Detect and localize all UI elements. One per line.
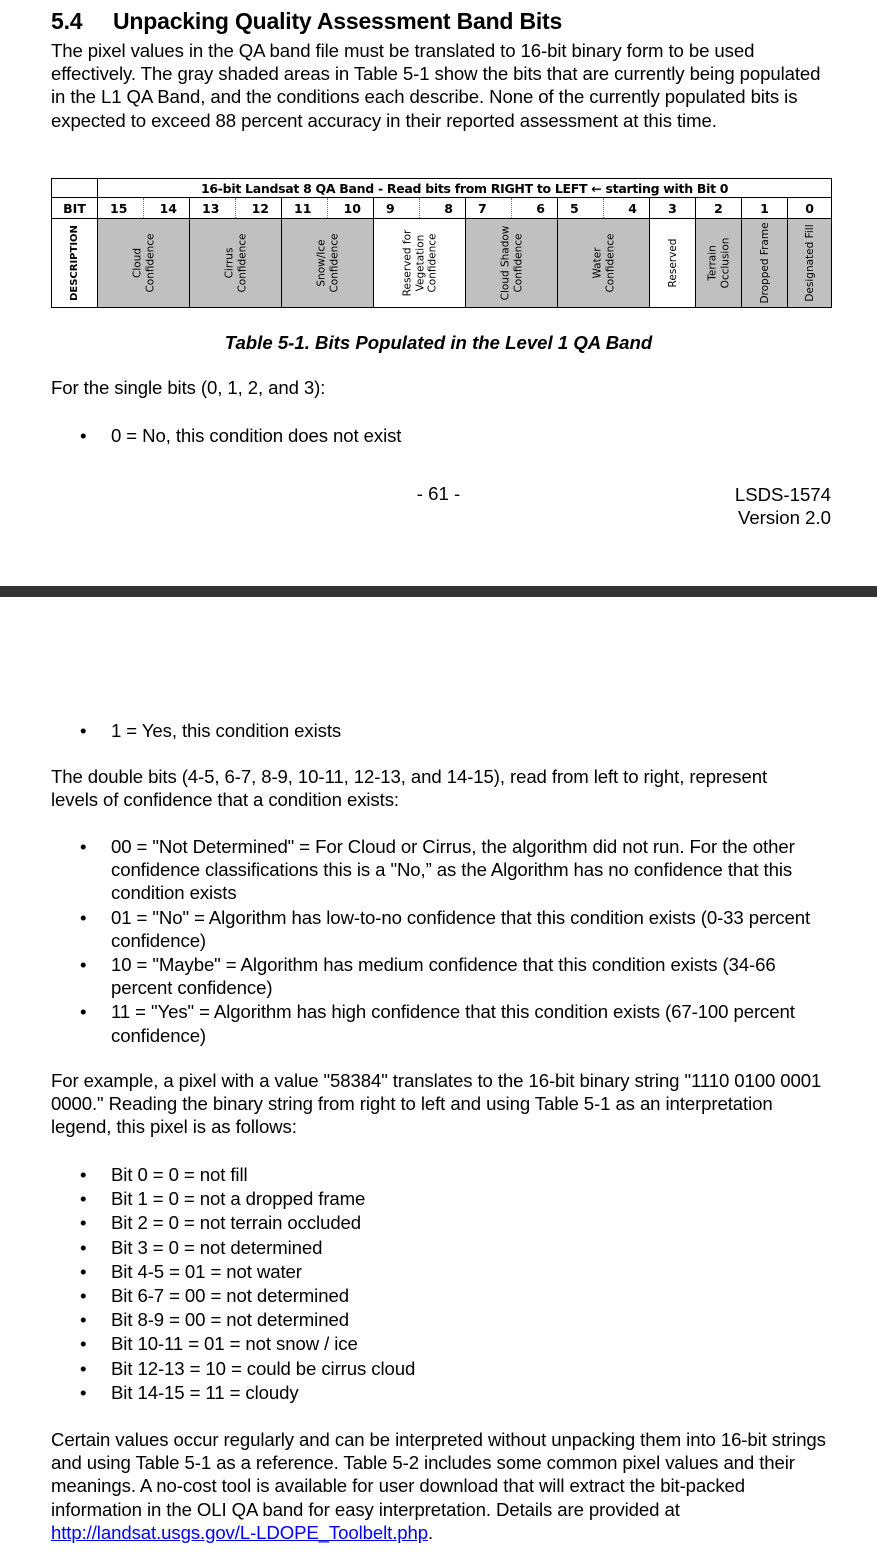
description-label-cell xyxy=(52,219,98,308)
desc-text: Confidence xyxy=(235,233,248,293)
desc-text: Dropped Frame xyxy=(758,222,771,304)
bit-1: 1 xyxy=(742,198,788,219)
desc-text: Cirrus xyxy=(223,247,235,279)
desc-designated-fill xyxy=(788,219,832,308)
section-heading xyxy=(51,8,562,35)
closing-period: . xyxy=(428,1521,434,1543)
desc-dropped-frame xyxy=(742,219,788,308)
desc-reserved-vegetation xyxy=(374,219,466,308)
intro-paragraph: The pixel values in the QA band file must be translated to 16-bit binary form to be used effectively. The gray shaded areas in Table 5-1 show the bits that are currently being populated in the L1 QA Band, and the conditions each describe. None of the currently populated bits is expected to exceed 88 percent accuracy in their reported assessment at this time. xyxy=(51,40,821,131)
desc-cirrus-confidence xyxy=(190,219,282,308)
example-intro: For example, a pixel with a value "58384" translates to the 16-bit binary string "1110 0100 0001 0000." Reading the binary string from right to left and using Table 5-1 as an interpretation legend, this pixel is as follows: xyxy=(51,1070,822,1138)
bit-3: 3 xyxy=(650,198,696,219)
list-item: • Bit 14-15 = 11 = cloudy xyxy=(78,1381,831,1404)
page-divider xyxy=(0,586,877,597)
desc-snow-ice-confidence xyxy=(282,219,374,308)
list-item: • Bit 1 = 0 = not a dropped frame xyxy=(78,1187,831,1210)
toolbelt-link[interactable]: http://landsat.usgs.gov/L-LDOPE_Toolbelt.php xyxy=(51,1521,429,1543)
example-bit-list xyxy=(78,1163,831,1405)
single-bits-intro: For the single bits (0, 1, 2, and 3): xyxy=(51,377,326,398)
doc-number: LSDS-1574 xyxy=(734,484,831,505)
bit-label: BIT xyxy=(52,198,98,219)
list-item: • 10 = "Maybe" = Algorithm has medium confidence that this condition exists (34-66 percent confidence) xyxy=(78,953,831,999)
list-item: • 1 = Yes, this condition exists xyxy=(78,719,831,742)
desc-text: Cloud Shadow xyxy=(499,225,511,301)
bit-6: 6 xyxy=(512,198,558,219)
desc-text: Confidence xyxy=(425,233,438,293)
list-item: • Bit 6-7 = 00 = not determined xyxy=(78,1284,831,1307)
bit-5: 5 xyxy=(558,198,604,219)
desc-text: Designated Fill xyxy=(803,224,816,302)
description-row xyxy=(52,219,832,308)
list-item: • Bit 10-11 = 01 = not snow / ice xyxy=(78,1332,831,1355)
bit-0: 0 xyxy=(788,198,832,219)
desc-cloud-confidence xyxy=(98,219,190,308)
table-caption: Table 5-1. Bits Populated in the Level 1 QA Band xyxy=(224,332,653,353)
list-item: • Bit 4-5 = 01 = not water xyxy=(78,1260,831,1283)
double-bits-intro: The double bits (4-5, 6-7, 8-9, 10-11, 12-13, and 14-15), read from left to right, represent levels of confidence that a condition exists: xyxy=(51,766,768,811)
desc-text: Reserved for xyxy=(400,229,413,297)
desc-terrain-occlusion xyxy=(696,219,742,308)
desc-text: Cloud xyxy=(131,248,143,279)
section-number: 5.4 xyxy=(51,8,83,34)
table-title: 16-bit Landsat 8 QA Band - Read bits from RIGHT to LEFT ← starting with Bit 0 xyxy=(98,179,832,198)
desc-text: Vegetation xyxy=(413,234,426,292)
desc-text: Snow/Ice xyxy=(315,239,327,287)
document-id xyxy=(735,483,831,529)
desc-text: Occlusion xyxy=(718,237,731,289)
closing-paragraph xyxy=(51,1428,836,1544)
desc-water-confidence xyxy=(558,219,650,308)
desc-reserved xyxy=(650,219,696,308)
bit-11: 11 xyxy=(282,198,328,219)
bit-7: 7 xyxy=(466,198,512,219)
desc-text: Reserved xyxy=(666,238,679,288)
desc-text: Confidence xyxy=(511,233,524,293)
desc-text: Confidence xyxy=(603,233,616,293)
bit-13: 13 xyxy=(190,198,236,219)
bit-4: 4 xyxy=(604,198,650,219)
desc-text: Confidence xyxy=(327,233,340,293)
bit-15: 15 xyxy=(98,198,144,219)
desc-cloud-shadow-confidence xyxy=(466,219,558,308)
section-title: Unpacking Quality Assessment Band Bits xyxy=(113,8,563,34)
list-item: • Bit 8-9 = 00 = not determined xyxy=(78,1308,831,1331)
page-62 xyxy=(0,597,877,1562)
bit-number-row xyxy=(52,198,832,219)
desc-text: Water xyxy=(591,247,603,279)
bit-10: 10 xyxy=(328,198,374,219)
page-61 xyxy=(0,0,877,586)
list-item: • 11 = "Yes" = Algorithm has high confidence that this condition exists (67-100 percent confidence) xyxy=(78,1000,831,1046)
list-item: • Bit 3 = 0 = not determined xyxy=(78,1236,831,1259)
description-label: DESCRIPTION xyxy=(68,225,80,301)
list-item: • 00 = "Not Determined" = For Cloud or Cirrus, the algorithm did not run. For the other confidence classifications this is a "No,” as the Algorithm has no confidence that this condition exists xyxy=(78,835,831,905)
bit-2: 2 xyxy=(696,198,742,219)
list-item: • Bit 12-13 = 10 = could be cirrus cloud xyxy=(78,1357,831,1380)
doc-version: Version 2.0 xyxy=(737,507,831,529)
bit-14: 14 xyxy=(144,198,190,219)
desc-text: Confidence xyxy=(143,233,156,293)
bit-8: 8 xyxy=(420,198,466,219)
qa-band-table xyxy=(51,178,832,308)
page-number: - 61 - xyxy=(416,483,461,504)
desc-text: Terrain xyxy=(706,245,718,281)
list-item: • Bit 2 = 0 = not terrain occluded xyxy=(78,1211,831,1234)
confidence-list xyxy=(78,835,831,1048)
bit-12: 12 xyxy=(236,198,282,219)
closing-text: Certain values occur regularly and can be interpreted without unpacking them into 16-bit strings and using Table 5-1 as a reference. Table 5-2 includes some common pixel values and their meanings. A no-cost tool is available for user download that will extract the bit-packed information in the OLI QA band for easy interpretation. Details are provided at xyxy=(51,1429,826,1520)
list-item: • Bit 0 = 0 = not fill xyxy=(78,1163,831,1186)
single-bit-list-continued xyxy=(78,719,831,742)
bit-9: 9 xyxy=(374,198,420,219)
list-item: • 0 = No, this condition does not exist xyxy=(78,424,831,447)
list-item: • 01 = "No" = Algorithm has low-to-no confidence that this condition exists (0-33 percent confidence) xyxy=(78,906,831,952)
single-bit-list xyxy=(78,424,831,447)
